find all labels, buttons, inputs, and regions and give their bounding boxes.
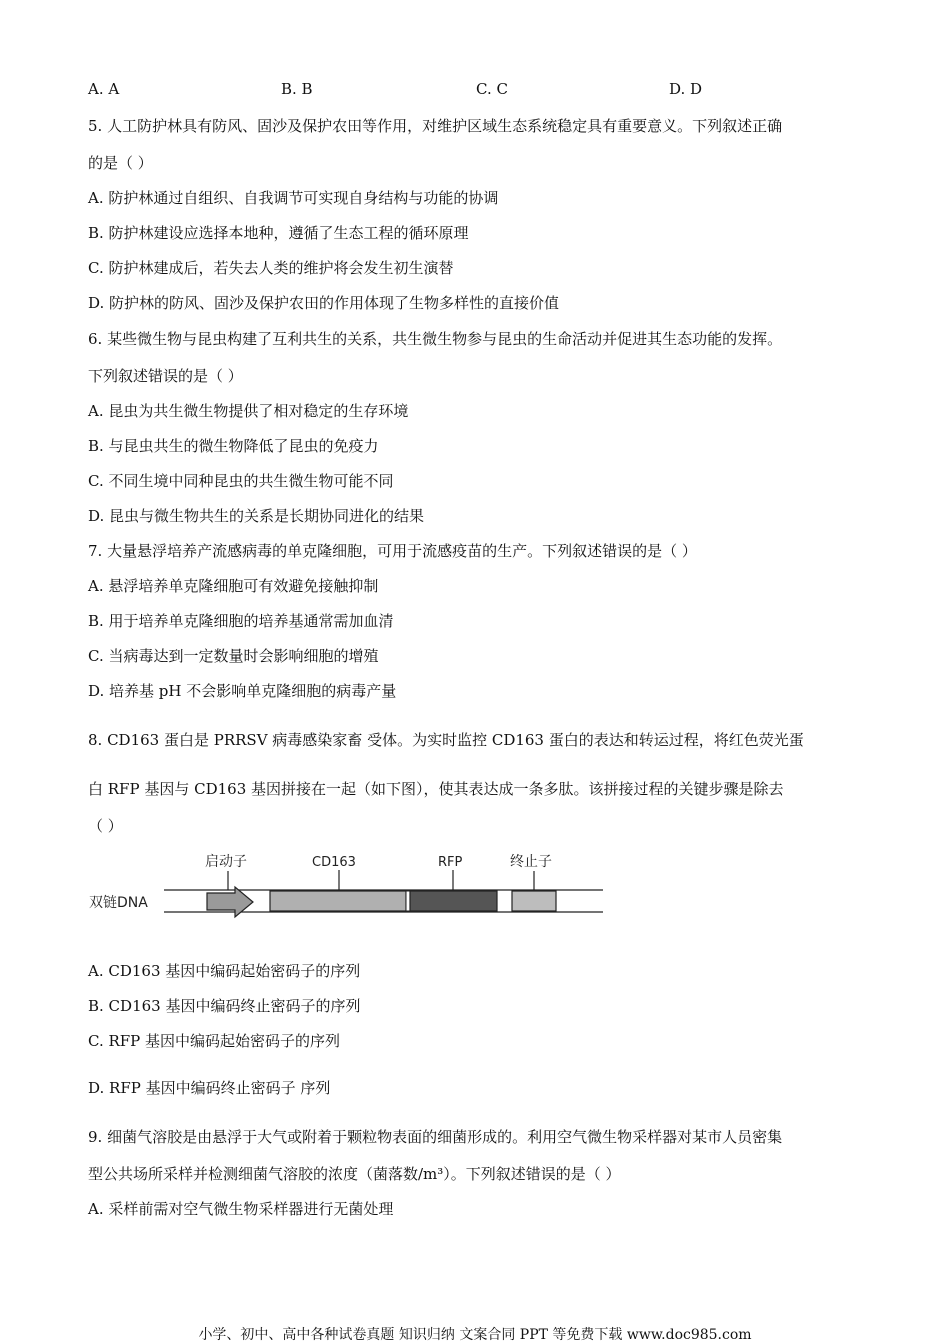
q7-option-c: C. 当病毒达到一定数量时会影响细胞的增殖 (88, 647, 379, 665)
q9-stem-cont: 型公共场所采样并检测细菌气溶胶的浓度（菌落数/m³）。下列叙述错误的是（ ） (88, 1165, 621, 1183)
q5-stem-cont: 的是（ ） (88, 154, 153, 172)
cd163-label: CD163 (312, 855, 356, 870)
q7-option-b: B. 用于培养单克隆细胞的培养基通常需加血清 (88, 612, 394, 630)
terminator-block (512, 891, 556, 911)
q5-option-b: B. 防护林建设应选择本地种，遵循了生态工程的循环原理 (88, 224, 469, 242)
q8-option-d: D. RFP 基因中编码终止密码子 序列 (88, 1079, 331, 1097)
terminator-label: 终止子 (510, 854, 552, 870)
q6-option-a: A. 昆虫为共生微生物提供了相对稳定的生存环境 (88, 402, 409, 420)
q9-option-a: A. 采样前需对空气微生物采样器进行无菌处理 (88, 1200, 394, 1218)
q8-stem-cont: 白 RFP 基因与 CD163 基因拼接在一起（如下图），使其表达成一条多肽。该拼接过程的关键步骤是除去 (88, 780, 784, 798)
q4-option-b: B. B (281, 80, 313, 98)
q4-option-c: C. C (476, 80, 508, 98)
q4-option-d: D. D (669, 80, 703, 98)
q5-stem: 5. 人工防护林具有防风、固沙及保护农田等作用，对维护区域生态系统稳定具有重要意义。下列叙述正确 (88, 117, 783, 135)
q8-option-c: C. RFP 基因中编码起始密码子的序列 (88, 1032, 341, 1050)
q6-stem-cont: 下列叙述错误的是（ ） (88, 367, 243, 385)
dna-construct-figure (85, 845, 615, 925)
q8-option-a: A. CD163 基因中编码起始密码子的序列 (88, 962, 361, 980)
q8-stem: 8. CD163 蛋白是 PRRSV 病毒感染家畜 受体。为实时监控 CD163 蛋白的表达和转运过程，将红色荧光蛋 (88, 731, 804, 749)
q4-option-a: A. A (88, 80, 120, 98)
q6-stem: 6. 某些微生物与昆虫构建了互利共生的关系，共生微生物参与昆虫的生命活动并促进其生态功能的发挥。 (88, 330, 783, 348)
q6-option-b: B. 与昆虫共生的微生物降低了昆虫的免疫力 (88, 437, 379, 455)
q6-option-d: D. 昆虫与微生物共生的关系是长期协同进化的结果 (88, 507, 425, 525)
cd163-gene-block (270, 891, 406, 911)
q6-option-c: C. 不同生境中同种昆虫的共生微生物可能不同 (88, 472, 394, 490)
q9-stem: 9. 细菌气溶胶是由悬浮于大气或附着于颗粒物表面的细菌形成的。利用空气微生物采样器对某市人员密集 (88, 1128, 783, 1146)
rfp-gene-block (410, 891, 497, 911)
page-footer: 小学、初中、高中各种试卷真题 知识归纳 文案合同 PPT 等免费下载 www.doc985.com (198, 1327, 752, 1343)
dna-label: 双链DNA (89, 895, 148, 911)
q5-option-c: C. 防护林建成后，若失去人类的维护将会发生初生演替 (88, 259, 454, 277)
q5-option-a: A. 防护林通过自组织、自我调节可实现自身结构与功能的协调 (88, 189, 499, 207)
q7-option-d: D. 培养基 pH 不会影响单克隆细胞的病毒产量 (88, 682, 397, 700)
promoter-label: 启动子 (205, 854, 247, 870)
q7-option-a: A. 悬浮培养单克隆细胞可有效避免接触抑制 (88, 577, 379, 595)
q5-option-d: D. 防护林的防风、固沙及保护农田的作用体现了生物多样性的直接价值 (88, 294, 560, 312)
q7-stem: 7. 大量悬浮培养产流感病毒的单克隆细胞，可用于流感疫苗的生产。下列叙述错误的是（ ） (88, 542, 697, 560)
junction-mark (406, 891, 410, 911)
q8-option-b: B. CD163 基因中编码终止密码子的序列 (88, 997, 361, 1015)
q8-stem-paren: （ ） (88, 817, 123, 835)
rfp-label: RFP (438, 855, 463, 870)
